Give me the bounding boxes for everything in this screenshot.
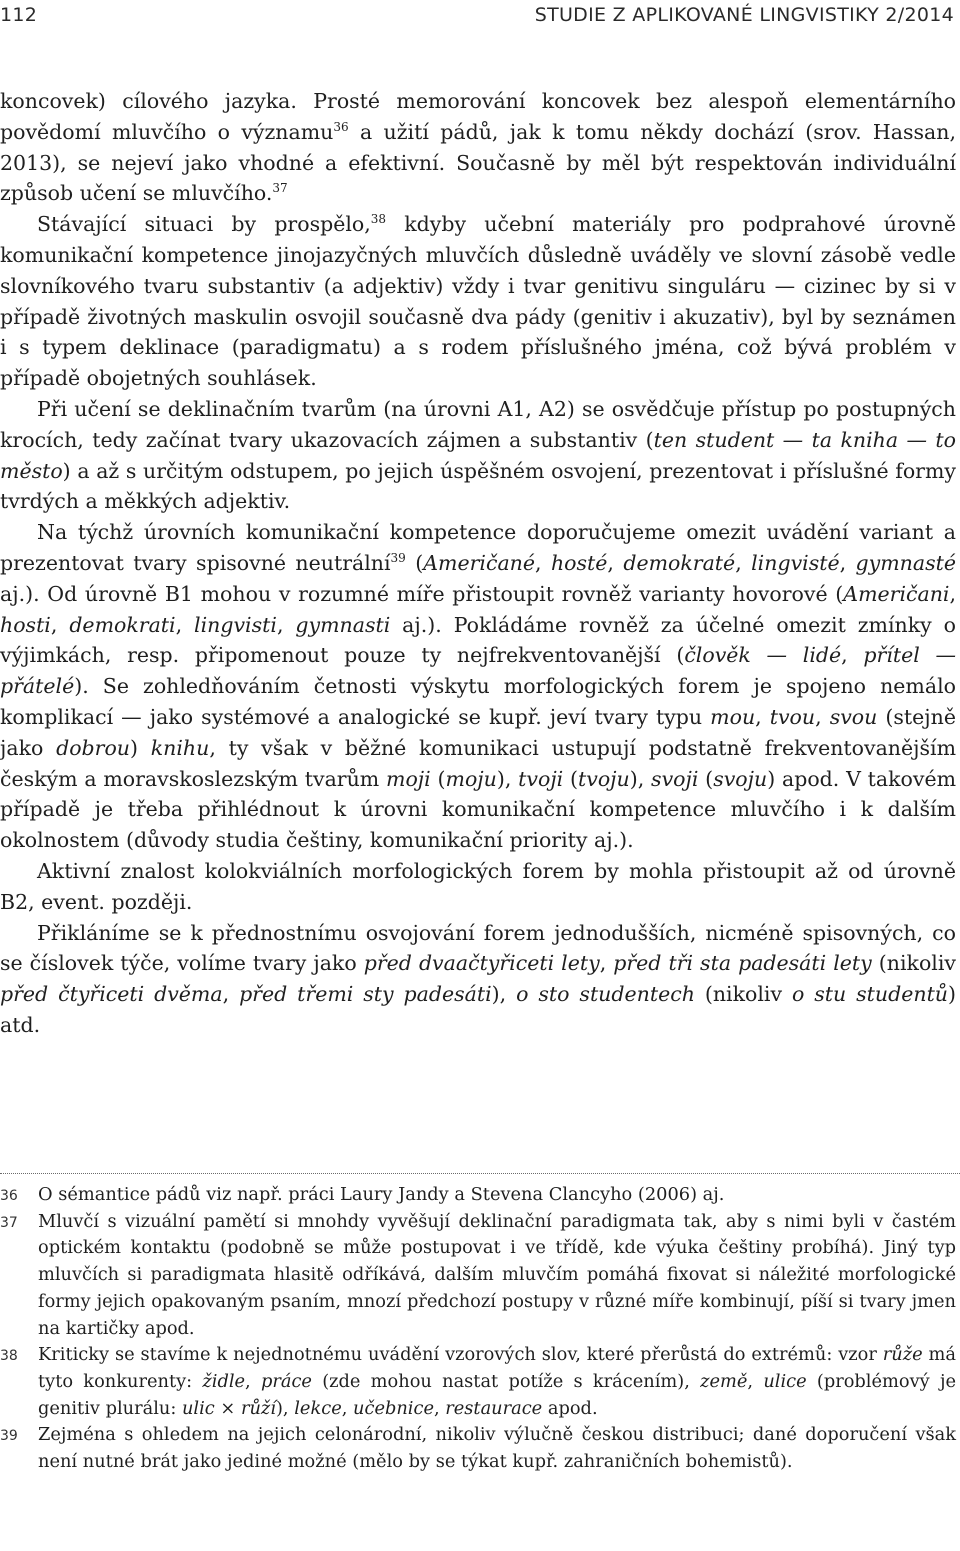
italic-term: ulic bbox=[181, 1397, 215, 1419]
italic-term: před třemi sty padesáti bbox=[239, 982, 492, 1007]
italic-term: lingvisté bbox=[751, 550, 840, 575]
text-run: (zde mohou nastat potíže s krácením), bbox=[311, 1370, 701, 1392]
italic-term: tvoji bbox=[518, 766, 564, 791]
text-run: , bbox=[433, 1397, 446, 1419]
text-run: , bbox=[341, 1397, 354, 1419]
italic-term: židle bbox=[202, 1370, 246, 1392]
text-run: ) bbox=[130, 735, 151, 760]
italic-term: učebnice bbox=[353, 1397, 434, 1419]
italic-term: před dvaačtyřiceti lety bbox=[363, 951, 600, 976]
journal-title: STUDIE Z APLIKOVANÉ LINGVISTIKY 2/2014 bbox=[534, 4, 954, 26]
text-run: ( bbox=[430, 766, 446, 791]
text-run: ( bbox=[405, 550, 424, 575]
footnote-ref: 39 bbox=[390, 550, 406, 565]
italic-term: svou bbox=[829, 704, 878, 729]
italic-term: lekce bbox=[294, 1397, 342, 1419]
italic-term: svoju bbox=[713, 766, 768, 791]
text-run: Zejména s ohledem na jejich celonárodní, nikoliv výlučně českou distribuci; dané doporučení však není nutné brát jako jediné možné (mělo by se týkat kupř. zahraničních bohemistů). bbox=[38, 1424, 956, 1473]
footnote-number: 36 bbox=[0, 1188, 18, 1204]
text-run: ) a až s určitým odstupem, po jejich úspěšném osvojení, prezentovat i příslušné formy tvrdých a měkkých adjektiv. bbox=[0, 458, 956, 514]
paragraph bbox=[0, 394, 956, 517]
footnote bbox=[0, 1342, 956, 1422]
text-run: ), bbox=[276, 1397, 295, 1419]
italic-term: mou bbox=[710, 704, 756, 729]
paragraph bbox=[0, 856, 956, 918]
text-run: koncovek) cílového jazyka. Prosté memorování koncovek bez alespoň elementárního povědomí mluvčího o významu bbox=[0, 89, 956, 144]
text-run: ), bbox=[496, 766, 519, 791]
text-run: , bbox=[175, 612, 195, 637]
body-text bbox=[0, 86, 956, 1041]
paragraph bbox=[0, 209, 956, 394]
text-run: , bbox=[50, 612, 70, 637]
text-run: , bbox=[222, 982, 240, 1007]
italic-term: o stu studentů bbox=[791, 982, 949, 1007]
italic-term: svoji bbox=[651, 766, 699, 791]
italic-term: ulice bbox=[763, 1370, 807, 1392]
text-run: , bbox=[815, 704, 830, 729]
footnote-number: 39 bbox=[0, 1428, 18, 1445]
footnote bbox=[0, 1182, 956, 1209]
text-run: , bbox=[839, 550, 856, 575]
text-run: Mluvčí s vizuální pamětí si mnohdy vyvěšují deklinační paradigmata tak, aby s nimi byli v častém optickém kontaktu (podobně se může postupovat i ve třídě, kde výuka češtiny probíhá). Jiný typ mluvčích si paradigmata hlasitě odříkává, dalším mluvčím pomáhá fixovat si náležité morfologické formy jejich opakovaným psaním, mnozí předchozí postupy v různé míře kombinují, píší si tvary jmen na kartičky apod. bbox=[38, 1210, 956, 1339]
text-run: , bbox=[735, 550, 752, 575]
footnote-separator bbox=[0, 1173, 960, 1174]
italic-term: růží bbox=[240, 1397, 276, 1419]
text-run: (stejně jako bbox=[0, 704, 956, 760]
footnote-ref: 36 bbox=[333, 119, 349, 134]
italic-term: před tři sta padesáti lety bbox=[613, 951, 872, 976]
text-run: Při učení se deklinačním tvarům (na úrovni A1, A2) se osvědčuje přístup po postupných krocích, tedy začínat tvary ukazovacích zájmen a substantiv ( bbox=[0, 396, 956, 452]
paragraph bbox=[0, 86, 956, 209]
running-header bbox=[0, 4, 960, 28]
italic-term: země bbox=[700, 1370, 748, 1392]
footnote-number: 37 bbox=[0, 1214, 18, 1231]
text-run: , bbox=[755, 704, 770, 729]
italic-term: tvou bbox=[769, 704, 816, 729]
text-run: ( bbox=[563, 766, 579, 791]
italic-term: ten student — ta kniha — to město bbox=[0, 427, 956, 483]
footnote bbox=[0, 1209, 956, 1343]
text-run: , bbox=[747, 1370, 764, 1392]
text-run: a užití pádů, jak k tomu někdy dochází (srov. Hassan, 2013), se nejeví jako vhodné a efektivní. Současně by měl být respektován individuální způsob učení se mluvčího. bbox=[0, 119, 956, 206]
italic-term: dobrou bbox=[56, 735, 131, 760]
text-run: apod. bbox=[542, 1397, 598, 1419]
text-run: (nikoliv bbox=[694, 982, 792, 1007]
footnote-number: 38 bbox=[0, 1348, 18, 1365]
text-run: Aktivní znalost kolokviálních morfologických forem by mohla přistoupit až od úrovně B2, event. později. bbox=[0, 858, 956, 914]
text-run: , bbox=[276, 612, 296, 637]
italic-term: gymnasti bbox=[295, 612, 391, 637]
italic-term: moji bbox=[386, 766, 431, 791]
italic-term: před čtyřiceti dvěma bbox=[0, 982, 223, 1007]
paragraph bbox=[0, 517, 956, 856]
italic-term: o sto studentech bbox=[516, 982, 695, 1007]
text-run: Stávající situaci by prospělo, bbox=[37, 212, 371, 237]
italic-term: člověk — lidé bbox=[684, 643, 842, 668]
italic-term: tvoju bbox=[578, 766, 630, 791]
italic-term: hosté bbox=[550, 550, 608, 575]
text-run: , bbox=[535, 550, 551, 575]
italic-term: Američani bbox=[843, 581, 950, 606]
footnote-ref: 38 bbox=[370, 212, 387, 227]
text-run: , ty však v běžné komunikaci ustupují podstatně frekventovanějším českým a moravskoslezským tvarům bbox=[0, 735, 957, 791]
italic-term: demokrati bbox=[69, 612, 176, 637]
italic-term: růže bbox=[882, 1344, 923, 1366]
text-run: , bbox=[245, 1370, 261, 1392]
text-run: (problémový je genitiv plurálu: bbox=[38, 1370, 956, 1419]
italic-term: Američané bbox=[423, 550, 536, 575]
italic-term: gymnasté bbox=[855, 550, 956, 575]
text-run: ( bbox=[698, 766, 714, 791]
footnote bbox=[0, 1422, 956, 1475]
text-run: ), bbox=[629, 766, 652, 791]
text-run: ). Se zohledňováním četnosti výskytu morfologických forem je spojeno nemálo komplikací — jako systémové a analogické se kupř. jeví tvary typu bbox=[0, 674, 956, 729]
footnotes bbox=[0, 1182, 956, 1476]
text-run: má tyto konkurenty: bbox=[38, 1344, 956, 1392]
text-run: Kriticky se stavíme k nejednotnému uvádění vzorových slov, které přerůstá do extrémů: vzor bbox=[38, 1344, 883, 1366]
text-run: × bbox=[214, 1397, 241, 1419]
italic-term: lingvisti bbox=[194, 612, 277, 637]
text-run: aj.). Od úrovně B1 mohou v rozumné míře přistoupit rovněž varianty hovorové ( bbox=[0, 581, 844, 606]
italic-term: práce bbox=[260, 1370, 312, 1392]
italic-term: demokraté bbox=[623, 550, 736, 575]
italic-term: hosti bbox=[0, 612, 51, 637]
page-number: 112 bbox=[0, 4, 38, 26]
footnote-ref: 37 bbox=[272, 181, 288, 196]
text-run: , bbox=[607, 550, 624, 575]
text-run: kdyby učební materiály pro podprahové úrovně komunikační kompetence jinojazyčných mluvčích důsledně uváděly ve slovní zásobě vedle slovníkového tvaru substantiv (a adjektiv) vždy i tvar genitivu singuláru — cizinec by si v případě životných maskulin osvojil současně dva pády (genitiv i akuzativ), byl by seznámen i s typem deklinace (paradigmatu) a s rodem příslušného jména, což bývá problém v případě obojetných souhlásek. bbox=[0, 212, 957, 391]
text-run: ) apod. V takovém případě je třeba přihlédnout k úrovni komunikační kompetence mluvčího i k dalším okolnostem (důvody studia češtiny, komunikační priority aj.). bbox=[0, 766, 957, 853]
italic-term: moju bbox=[445, 766, 497, 791]
text-run: Na týchž úrovních komunikační kompetence doporučujeme omezit uvádění variant a prezentovat tvary spisovné neutrální bbox=[0, 520, 956, 575]
paragraph bbox=[0, 918, 956, 1041]
text-run: , bbox=[599, 951, 614, 976]
text-run: ) atd. bbox=[0, 982, 957, 1037]
italic-term: přítel — přátelé bbox=[0, 643, 956, 699]
text-run: ), bbox=[491, 982, 517, 1007]
text-run: , bbox=[841, 643, 864, 668]
text-run: aj.). Pokládáme rovněž za účelné omezit zmínky o výjimkách, resp. připomenout pouze ty nejfrekventovanější ( bbox=[0, 612, 956, 668]
text-run: O sémantice pádů viz např. práci Laury Jandy a Stevena Clancyho (2006) aj. bbox=[38, 1184, 725, 1205]
text-run: Přikláníme se k přednostnímu osvojování forem jednodušších, nicméně spisovných, co se číslovek týče, volíme tvary jako bbox=[0, 920, 956, 976]
text-run: (nikoliv bbox=[871, 951, 956, 976]
text-run: , bbox=[949, 581, 956, 606]
italic-term: knihu bbox=[150, 735, 210, 760]
italic-term: restaurace bbox=[445, 1397, 543, 1419]
